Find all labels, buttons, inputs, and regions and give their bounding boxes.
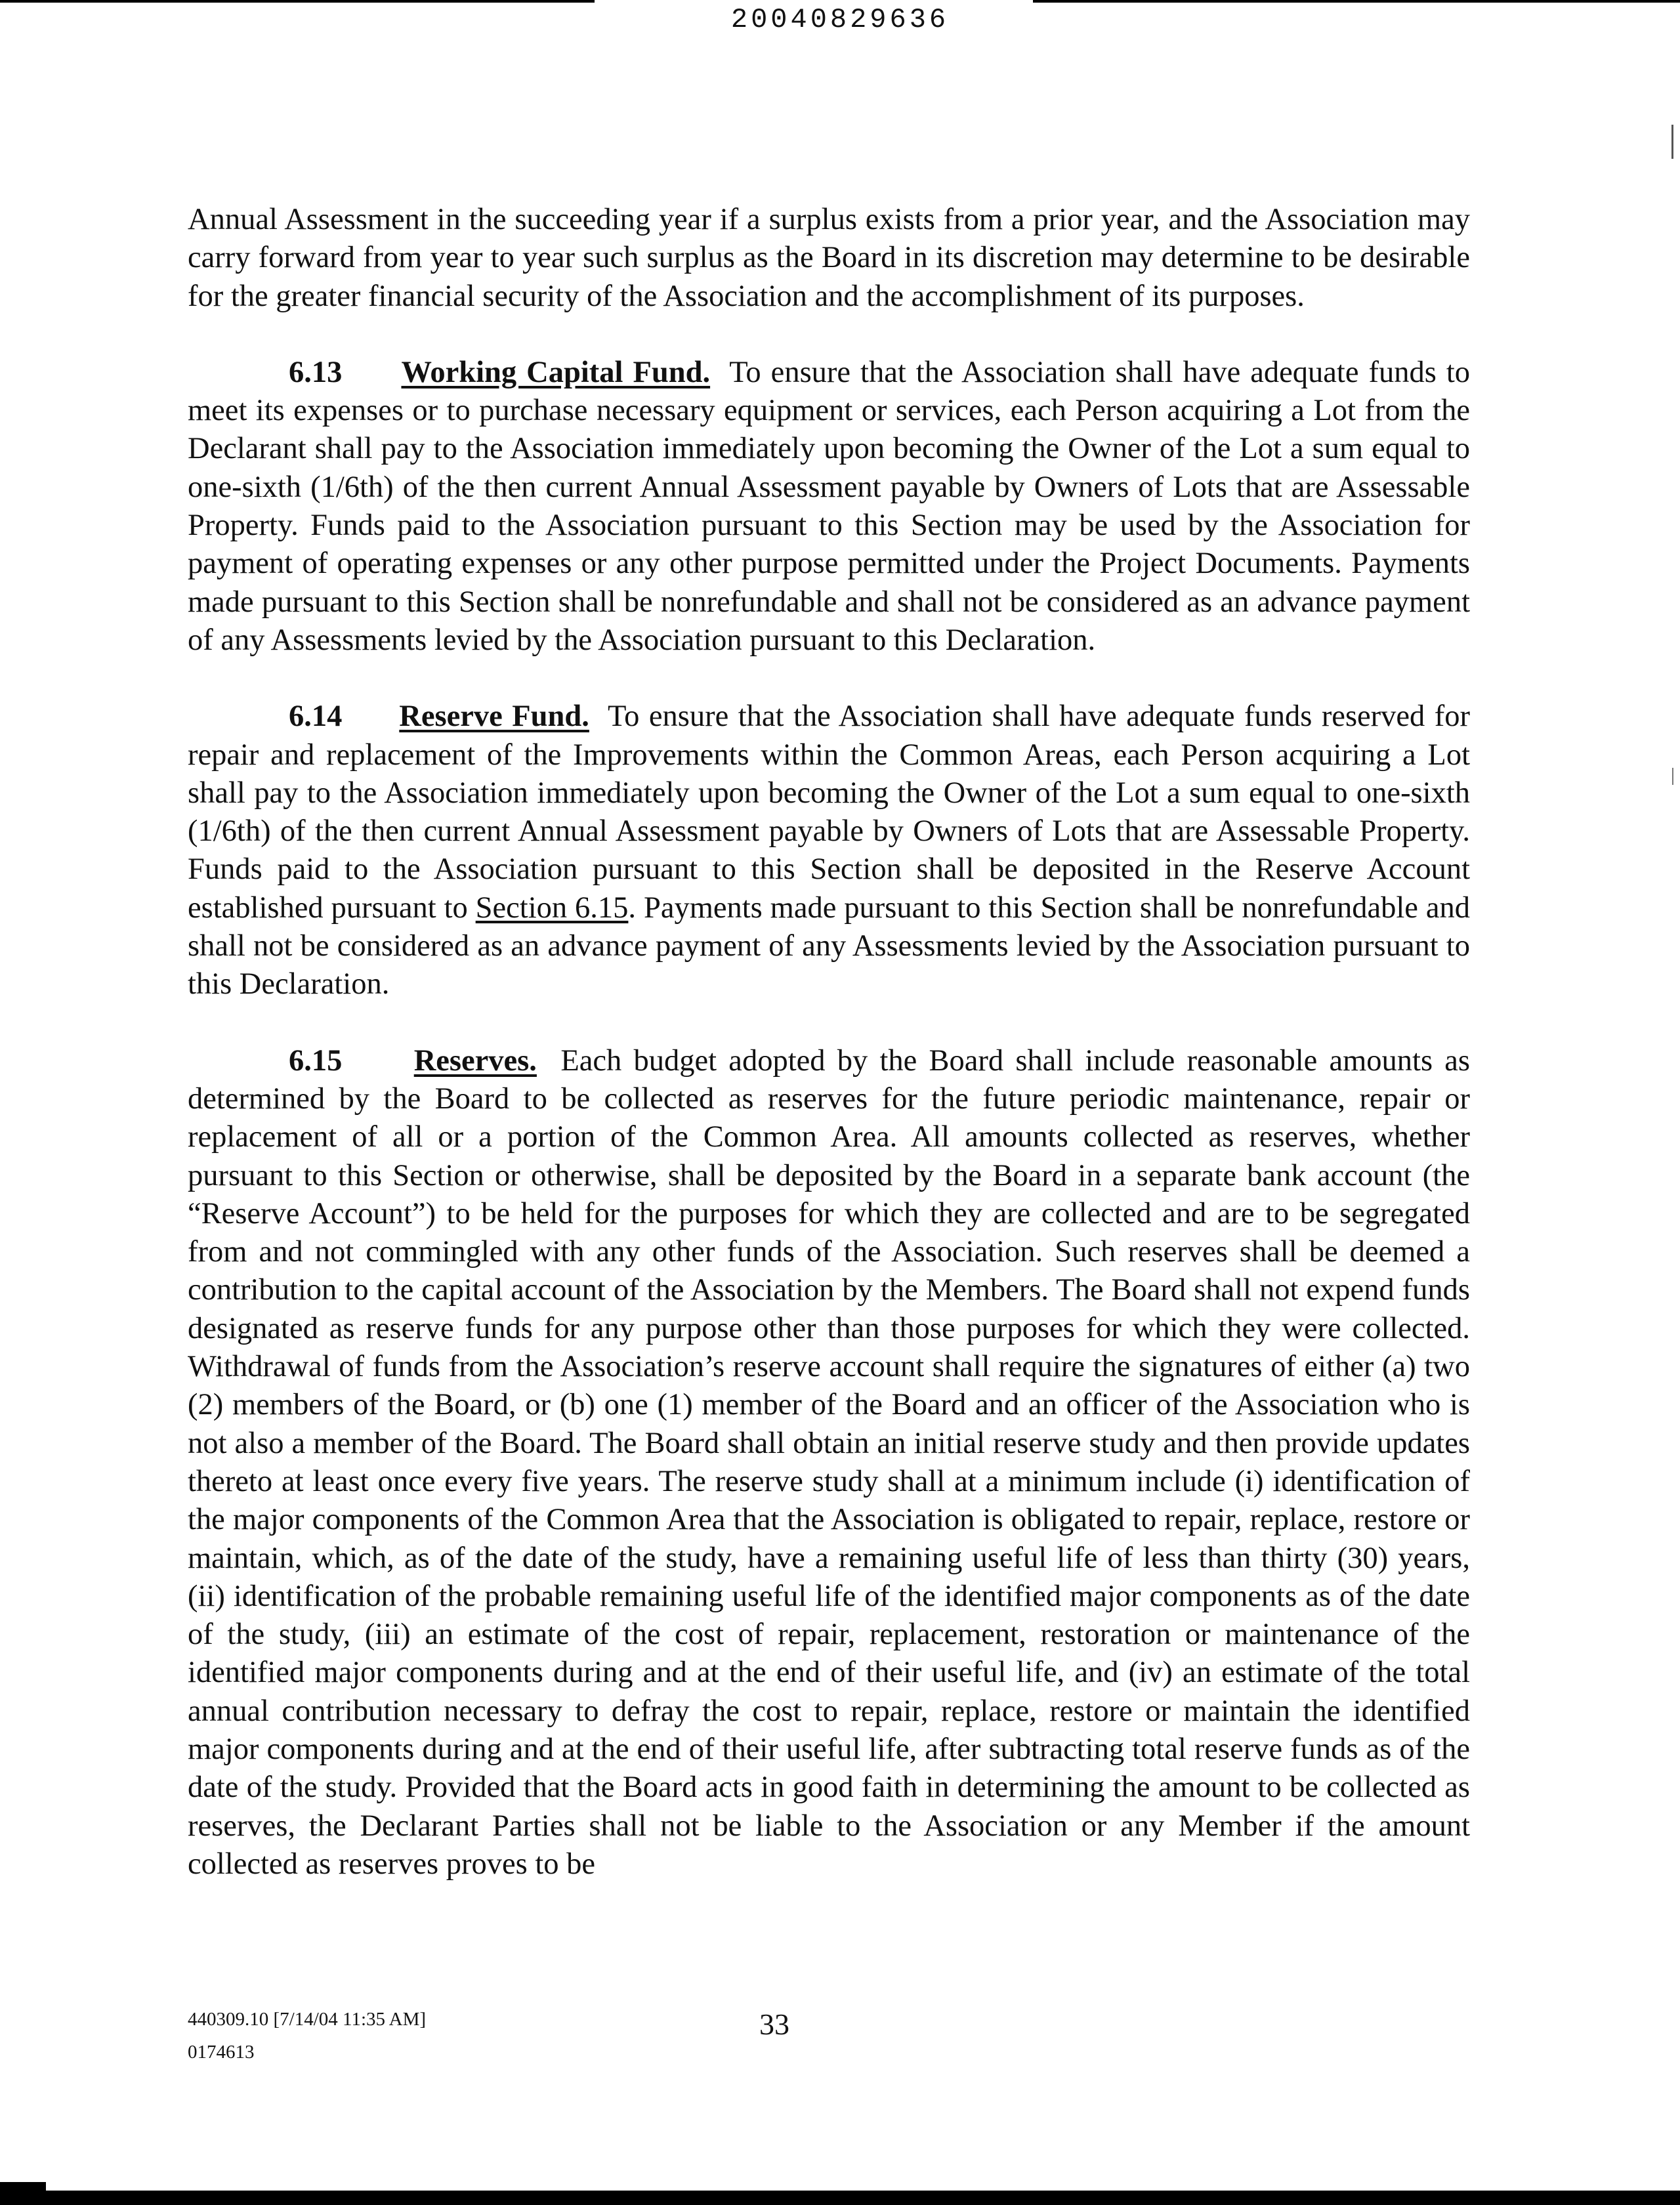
section-6-13 bbox=[188, 354, 1470, 660]
continuation-paragraph: Annual Assessment in the succeeding year if a surplus exists from a prior year, and the Association may carry forward from year to year such surplus as the Board in its discretion may determine to be desirable for the greater financial security of the Association and the accomplishment of its purposes. bbox=[188, 203, 1470, 313]
section-6-15 bbox=[188, 1042, 1470, 1884]
section-cross-reference: Section 6.15 bbox=[475, 891, 629, 925]
section-text: Each budget adopted by the Board shall include reasonable amounts as determined by the Board to be collected as reserves for the future periodic maintenance, repair or replacement of all or a portion of the Common Area. All amounts collected as reserves, whether pursuant to this Section or otherwise, shall be deposited by the Board in a separate bank account (the “Reserve Account”) to be held for the purposes for which they are collected and are to be segregated from and not commingled with any other funds of the Association. Such reserves shall be deemed a contribution to the capital account of the Association by the Members. The Board shall not expend funds designated as reserve funds for any purpose other than those purposes for which they were collected. Withdrawal of funds from the Association’s reserve account shall require the signatures of either (a) two (2) members of the Board, or (b) one (1) member of the Board and an officer of the Association who is not also a member of the Board. The Board shall obtain an initial reserve study and then provide updates thereto at least once every five years. The reserve study shall at a minimum include (i) identification of the major components of the Common Area that the Association is obligated to repair, replace, restore or maintain, which, as of the date of the study, have a remaining useful life of less than thirty (30) years, (ii) identification of the probable remaining useful life of the identified major components as of the date of the study, (iii) an estimate of the cost of repair, replacement, restoration or maintenance of the identified major components during and at the end of their useful life, and (iv) an estimate of the total annual contribution necessary to defray the cost to repair, replace, restore or maintain the identified major components during and at the end of their useful life, after subtracting total reserve funds as of the date of the study. Provided that the Board acts in good faith in determining the amount to be collected as reserves, the Declarant Parties shall not be liable to the Association or any Member if the amount collected as reserves proves to be bbox=[188, 1043, 1471, 1881]
section-title: Reserves. bbox=[413, 1043, 537, 1078]
section-text: To ensure that the Association shall have adequate funds reserved for repair and replacement of the Improvements within the Common Areas, each Person acquiring a Lot shall pay to the Association immediately upon becoming the Owner of the Lot a sum equal to one-sixth (1/6th) of the then current Annual Assessment payable by Owners of Lots that are Assessable Property. Funds paid to the Association pursuant to this Section shall be deposited in the Reserve Account established pursuant to bbox=[188, 700, 1471, 925]
section-number: 6.13 bbox=[289, 355, 343, 389]
section-text: To ensure that the Association shall have adequate funds to meet its expenses or to purchase necessary equipment or services, each Person acquiring a Lot from the Declarant shall pay to the Association immediately upon becoming the Owner of the Lot a sum equal to one-sixth (1/6th) of the then current Annual Assessment payable by Owners of Lots that are Assessable Property. Funds paid to the Association pursuant to this Section may be used by the Association for payment of operating expenses or any other purpose permitted under the Project Documents. Payments made pursuant to this Section shall be nonrefundable and shall not be considered as an advance payment of any Assessments levied by the Association pursuant to this Declaration. bbox=[188, 355, 1470, 657]
document-number: 20040829636 bbox=[730, 4, 950, 35]
footer-client-number: 0174613 bbox=[188, 2042, 255, 2063]
section-title: Working Capital Fund. bbox=[401, 355, 711, 389]
section-text-continued: . Payments made pursuant to this Section shall be nonrefundable and shall not be considered as an advance payment of any Assessments levied by the Association pursuant to this Declaration. bbox=[188, 891, 1470, 1001]
page-number: 33 bbox=[759, 2007, 789, 2041]
section-title: Reserve Fund. bbox=[399, 700, 589, 734]
scan-mark bbox=[1671, 125, 1673, 159]
section-number: 6.15 bbox=[289, 1043, 343, 1078]
document-body bbox=[188, 201, 1470, 1922]
scan-mark bbox=[1672, 768, 1673, 785]
section-6-14 bbox=[188, 698, 1470, 1003]
bottom-scan-edge bbox=[0, 2191, 1680, 2205]
section-number: 6.14 bbox=[289, 700, 343, 734]
footer-doc-ref: 440309.10 [7/14/04 11:35 AM] bbox=[188, 2009, 427, 2030]
bottom-scan-edge bbox=[0, 2182, 46, 2191]
